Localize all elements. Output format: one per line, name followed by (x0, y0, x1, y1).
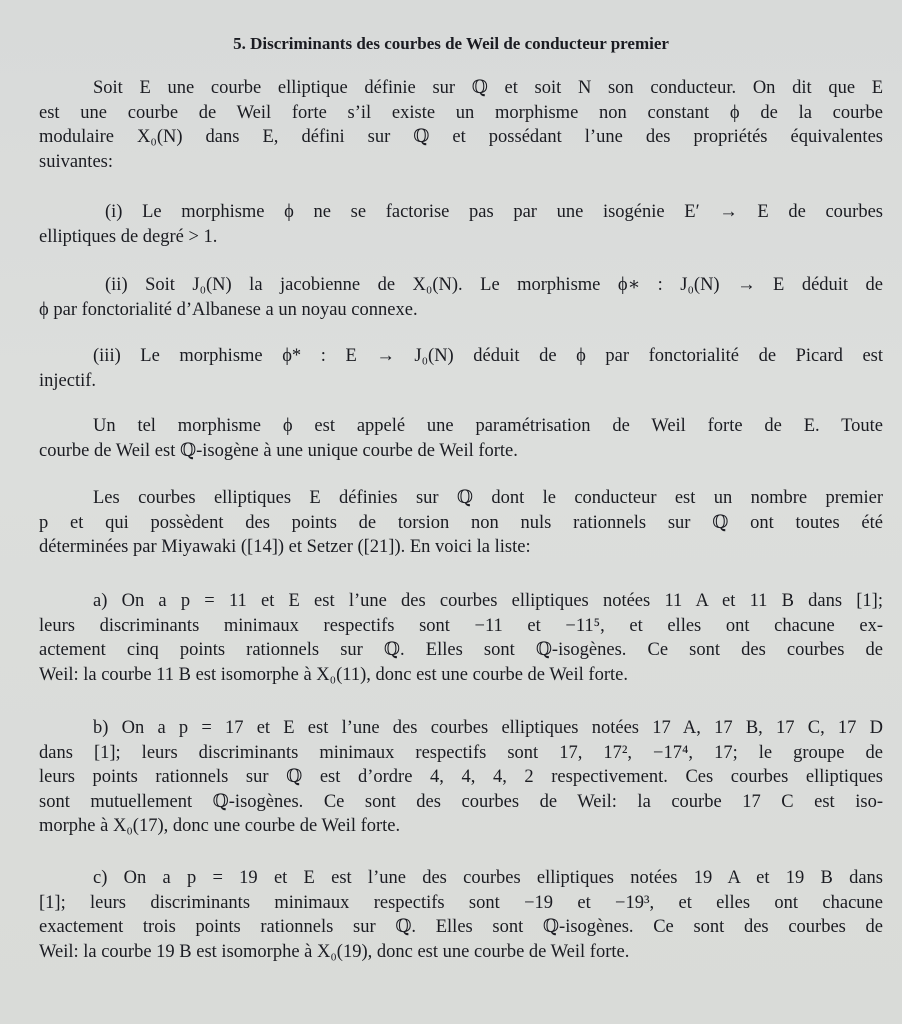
text-line: (iii) Le morphisme ϕ* : E → J₀(N) déduit de ϕ par fonctorialité de Picard est (93, 346, 883, 366)
text-line: sont mutuellement ℚ-isogènes. Ce sont des courbes de Weil: la courbe 17 C est iso- (39, 791, 883, 812)
text-line: modulaire X₀(N) dans E, défini sur ℚ et possédant l’une des propriétés équivalentes (39, 127, 883, 148)
text-line: suivantes: (39, 151, 113, 172)
text-line: leurs points rationnels sur ℚ est d’ordre 4, 4, 4, 2 respectivement. Ces courbes elliptiques (39, 767, 883, 788)
text-line: (ii) Soit J₀(N) la jacobienne de X₀(N). Le morphisme ϕ∗ : J₀(N) → E déduit de (105, 275, 883, 295)
text-line: c) On a p = 19 et E est l’une des courbes elliptiques notées 19 A et 19 B dans (93, 868, 883, 888)
paragraph-property-i (39, 200, 883, 249)
text-line: p et qui possèdent des points de torsion non nuls rationnels sur ℚ ont toutes été (39, 512, 883, 533)
text-line: actement cinq points rationnels sur ℚ. Elles sont ℚ-isogènes. Ce sont des courbes de (39, 640, 883, 661)
paragraph-intro (39, 76, 883, 174)
text-line: leurs discriminants minimaux respectifs sont −11 et −11⁵, et elles ont chacune ex- (39, 615, 883, 636)
text-line: [1]; leurs discriminants minimaux respectifs sont −19 et −19³, et elles ont chacune (39, 892, 883, 913)
text-line: Soit E une courbe elliptique définie sur ℚ et soit N son conducteur. On dit que E (93, 78, 883, 98)
paragraph-parametrisation (39, 414, 883, 463)
text-line: Un tel morphisme ϕ est appelé une paramétrisation de Weil forte de E. Toute (93, 416, 883, 436)
text-line: Weil: la courbe 19 B est isomorphe à X₀(19), donc est une courbe de Weil forte. (39, 941, 630, 962)
text-line: a) On a p = 11 et E est l’une des courbes elliptiques notées 11 A et 11 B dans [1]; (93, 591, 883, 611)
text-line: exactement trois points rationnels sur ℚ. Elles sont ℚ-isogènes. Ce sont des courbes de (39, 917, 883, 938)
text-line: Weil: la courbe 11 B est isomorphe à X₀(11), donc est une courbe de Weil forte. (39, 664, 628, 685)
text-line: est une courbe de Weil forte s’il existe un morphisme non constant ϕ de la courbe (39, 102, 883, 123)
section-heading: 5. Discriminants des courbes de Weil de conducteur premier (233, 34, 669, 53)
paragraph-case-b (39, 716, 883, 839)
text-line: courbe de Weil est ℚ-isogène à une unique courbe de Weil forte. (39, 440, 518, 461)
text-line: injectif. (39, 370, 97, 391)
text-line: ϕ par fonctorialité d’Albanese a un noyau connexe. (39, 299, 418, 320)
text-line: dans [1]; leurs discriminants minimaux respectifs sont 17, 17², −17⁴, 17; le groupe de (39, 742, 883, 763)
text-line: b) On a p = 17 et E est l’une des courbes elliptiques notées 17 A, 17 B, 17 C, 17 D (93, 718, 883, 738)
text-line: elliptiques de degré > 1. (39, 226, 218, 247)
text-line: Les courbes elliptiques E définies sur ℚ dont le conducteur est un nombre premier (93, 488, 883, 508)
text-line: morphe à X₀(17), donc une courbe de Weil forte. (39, 816, 401, 837)
paragraph-case-c (39, 866, 883, 964)
text-line: déterminées par Miyawaki ([14]) et Setzer ([21]). En voici la liste: (39, 537, 531, 558)
paragraph-property-iii (39, 344, 883, 393)
paragraph-property-ii (39, 273, 883, 322)
paragraph-list-intro (39, 486, 883, 560)
paragraph-case-a (39, 589, 883, 687)
text-line: (i) Le morphisme ϕ ne se factorise pas par une isogénie E′ → E de courbes (105, 202, 883, 222)
